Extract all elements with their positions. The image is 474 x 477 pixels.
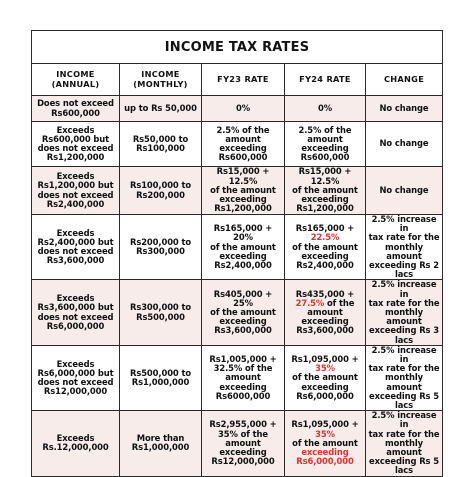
cell-fy23-line: of the amount bbox=[210, 241, 276, 252]
cell-change bbox=[366, 280, 443, 345]
rate-change-highlight: 27.5% bbox=[295, 297, 325, 308]
cell-monthly bbox=[120, 411, 202, 476]
cell-fy23-line: 35% of the amount bbox=[218, 428, 268, 448]
cell-fy24-text: of the amount bbox=[292, 372, 358, 383]
cell-fy24-text: 0% bbox=[317, 102, 333, 113]
cell-fy23-line: Rs165,000 + 20% bbox=[213, 223, 273, 243]
cell-fy23 bbox=[202, 280, 285, 345]
header-annual-line-2: (ANNUAL) bbox=[51, 78, 100, 89]
table-row bbox=[32, 345, 443, 410]
cell-monthly-line: Rs200,000 bbox=[136, 189, 185, 200]
cell-fy24 bbox=[285, 122, 366, 167]
cell-fy23-line: exceeding bbox=[219, 447, 267, 458]
cell-annual bbox=[32, 280, 120, 345]
cell-annual bbox=[32, 215, 120, 280]
cell-monthly bbox=[120, 167, 202, 215]
cell-monthly-line: Rs100,000 to bbox=[129, 180, 192, 191]
cell-fy23-line: Rs1,200,000 bbox=[214, 203, 272, 214]
cell-annual-line: Does not exceed bbox=[37, 98, 114, 109]
cell-annual-line: Exceeds bbox=[56, 293, 95, 304]
table-row bbox=[32, 280, 443, 345]
cell-change-line: No change bbox=[379, 138, 429, 149]
cell-fy24 bbox=[285, 411, 366, 476]
cell-change-line: 2.5% increase in bbox=[371, 214, 437, 234]
cell-fy24-text: Rs435,000 + bbox=[295, 288, 355, 299]
cell-change-line: exceeding Rs 2 lacs bbox=[369, 260, 439, 280]
cell-change-line: tax rate for the bbox=[368, 363, 440, 374]
header-row bbox=[32, 64, 443, 96]
cell-annual-line: Rs3,600,000 bbox=[46, 255, 105, 266]
cell-annual-line: Rs1,200,000 but bbox=[37, 180, 114, 191]
cell-fy24 bbox=[285, 215, 366, 280]
cell-change bbox=[366, 215, 443, 280]
cell-fy24-text: of the amount bbox=[292, 184, 358, 195]
cell-change-line: tax rate for the bbox=[368, 297, 440, 308]
cell-fy23-line: Rs12,000,000 bbox=[211, 456, 275, 467]
cell-annual-line: Rs1,200,000 bbox=[46, 152, 105, 163]
cell-annual-line: Rs600,000 bbox=[51, 107, 100, 118]
cell-annual-line: Exceeds bbox=[56, 358, 95, 369]
cell-monthly bbox=[120, 280, 202, 345]
cell-fy24-text: of the amount bbox=[307, 297, 355, 318]
table-row bbox=[32, 167, 443, 215]
cell-fy23-line: of the amount bbox=[210, 184, 276, 195]
header-income-annual bbox=[32, 64, 120, 96]
income-tax-rates-table bbox=[31, 30, 443, 477]
cell-annual bbox=[32, 345, 120, 410]
cell-fy23 bbox=[202, 167, 285, 215]
cell-monthly-line: Rs100,000 bbox=[136, 143, 185, 153]
cell-fy23-line: amount exceeding bbox=[219, 133, 267, 153]
rate-change-highlight: exceeding bbox=[301, 447, 349, 458]
header-fy24-rate: FY24 RATE bbox=[285, 64, 366, 96]
cell-monthly-line: More than bbox=[136, 433, 185, 444]
cell-change-line: monthly amount bbox=[385, 372, 424, 392]
cell-annual-line: does not exceed bbox=[37, 311, 114, 322]
cell-fy23-line: 32.5% of the bbox=[213, 363, 273, 374]
header-monthly-line-2: (MONTHLY) bbox=[133, 78, 188, 89]
cell-fy23-line: Rs3,600,000 bbox=[214, 325, 272, 336]
cell-fy24 bbox=[285, 96, 366, 122]
table-body bbox=[32, 96, 443, 477]
cell-change bbox=[366, 96, 443, 122]
cell-fy24-text: amount exceeding bbox=[301, 133, 349, 153]
header-income-monthly bbox=[120, 64, 202, 96]
cell-change-line: monthly amount bbox=[385, 437, 424, 458]
table-row bbox=[32, 96, 443, 122]
cell-fy23-line: Rs6000,000 bbox=[215, 390, 271, 401]
cell-fy23-line: Rs2,400,000 bbox=[214, 260, 272, 271]
cell-monthly-line: Rs300,000 to bbox=[129, 302, 192, 313]
cell-fy24-text: Rs165,000 + bbox=[295, 223, 355, 234]
rate-change-highlight: Rs6,000,000 bbox=[296, 456, 354, 467]
table-row bbox=[32, 215, 443, 280]
header-monthly-line-1: INCOME bbox=[141, 68, 180, 79]
cell-fy24-text: of the amount bbox=[292, 437, 358, 448]
cell-fy23 bbox=[202, 411, 285, 476]
cell-fy24-text: Rs3,600,000 bbox=[296, 325, 354, 336]
table-row bbox=[32, 411, 443, 476]
cell-annual-line: Rs6,000,000 bbox=[46, 320, 105, 331]
cell-change bbox=[366, 122, 443, 167]
rate-change-highlight: 35% bbox=[315, 428, 335, 439]
cell-annual-line: Rs600,000 but bbox=[41, 133, 110, 144]
cell-annual-line: does not exceed bbox=[37, 377, 114, 388]
cell-fy24 bbox=[285, 280, 366, 345]
cell-annual bbox=[32, 411, 120, 476]
cell-change-line: exceeding Rs 5 lacs bbox=[369, 390, 439, 411]
rate-change-highlight: 22.5% bbox=[310, 232, 340, 243]
cell-fy23-line: amount exceeding bbox=[219, 372, 267, 392]
cell-fy23-line: Rs1,005,000 + bbox=[209, 354, 277, 365]
cell-change-line: exceeding Rs 3 lacs bbox=[369, 325, 439, 345]
cell-monthly-line: Rs1,000,000 bbox=[131, 442, 190, 453]
cell-fy23 bbox=[202, 96, 285, 122]
cell-fy23 bbox=[202, 345, 285, 410]
cell-fy23-line: of the amount bbox=[210, 307, 276, 318]
cell-annual-line: does not exceed bbox=[37, 189, 114, 200]
cell-monthly bbox=[120, 122, 202, 167]
cell-fy24-text: Rs2,400,000 bbox=[296, 260, 354, 271]
cell-monthly-line: Rs300,000 bbox=[136, 246, 185, 257]
cell-fy24-text: Rs6,000,000 bbox=[296, 390, 354, 401]
cell-fy24-text: Rs1,200,000 bbox=[296, 203, 354, 214]
header-change: CHANGE bbox=[366, 64, 443, 96]
cell-annual-line: Rs6,000,000 but bbox=[37, 367, 114, 378]
cell-change-line: tax rate for the bbox=[368, 428, 440, 439]
cell-fy23-line: Rs600,000 bbox=[218, 152, 268, 163]
cell-change bbox=[366, 167, 443, 215]
table-title: INCOME TAX RATES bbox=[32, 31, 443, 64]
cell-annual-line: Exceeds bbox=[56, 227, 95, 238]
cell-fy23-line: 0% bbox=[235, 102, 251, 113]
header-fy23-rate: FY23 RATE bbox=[202, 64, 285, 96]
cell-monthly bbox=[120, 96, 202, 122]
cell-monthly-line: Rs500,000 to bbox=[129, 367, 192, 378]
rate-change-highlight: 35% bbox=[315, 363, 335, 374]
cell-annual bbox=[32, 122, 120, 167]
cell-monthly-line: Rs1,000,000 bbox=[131, 377, 190, 388]
cell-fy23-line: Rs15,000 + 12.5% bbox=[216, 166, 270, 186]
cell-fy24-text: Rs1,095,000 + bbox=[291, 419, 359, 430]
cell-fy24-text: Rs15,000 + 12.5% bbox=[298, 166, 352, 186]
cell-change-line: No change bbox=[379, 102, 429, 113]
cell-fy23-line: exceeding bbox=[219, 316, 267, 327]
cell-fy24-text: exceeding bbox=[301, 316, 349, 327]
cell-change-line: monthly amount bbox=[385, 307, 424, 327]
cell-annual-line: Rs3,600,000 but bbox=[37, 302, 114, 313]
cell-fy24-text: exceeding bbox=[301, 194, 349, 205]
cell-fy24 bbox=[285, 345, 366, 410]
cell-fy23-line: 2.5% of the bbox=[216, 124, 270, 135]
cell-annual-line: Exceeds bbox=[56, 124, 95, 135]
cell-change-line: 2.5% increase in bbox=[371, 344, 437, 365]
cell-annual-line: does not exceed bbox=[37, 246, 114, 257]
cell-fy24-text: Rs1,095,000 + bbox=[291, 354, 359, 365]
cell-annual-line: Rs2,400,000 bbox=[46, 198, 105, 209]
cell-fy24-text: exceeding bbox=[301, 250, 349, 261]
cell-fy24-text: of the amount bbox=[292, 241, 358, 252]
cell-annual-line: Rs.12,000,000 bbox=[42, 442, 109, 453]
cell-monthly-line: Rs200,000 to bbox=[129, 237, 192, 247]
cell-annual bbox=[32, 167, 120, 215]
cell-monthly bbox=[120, 345, 202, 410]
cell-monthly-line: up to Rs 50,000 bbox=[124, 102, 197, 113]
cell-change-line: exceeding Rs 5 lacs bbox=[369, 456, 439, 476]
cell-annual bbox=[32, 96, 120, 122]
cell-fy23 bbox=[202, 215, 285, 280]
cell-change-line: No change bbox=[379, 184, 429, 195]
cell-monthly-line: Rs50,000 to bbox=[132, 133, 189, 144]
cell-annual-line: Exceeds bbox=[56, 171, 95, 182]
cell-change-line: 2.5% increase in bbox=[371, 410, 437, 430]
cell-annual-line: does not exceed bbox=[37, 143, 114, 153]
header-annual-line-1: INCOME bbox=[56, 68, 95, 79]
cell-change bbox=[366, 345, 443, 410]
cell-monthly-line: Rs500,000 bbox=[136, 311, 185, 322]
cell-annual-line: Rs2,400,000 but bbox=[37, 237, 114, 247]
cell-fy24-text: 2.5% of the bbox=[298, 124, 352, 135]
cell-change bbox=[366, 411, 443, 476]
cell-change-line: monthly amount bbox=[385, 241, 424, 261]
cell-annual-line: Exceeds bbox=[56, 433, 95, 444]
cell-fy23-line: Rs405,000 + 25% bbox=[213, 288, 273, 308]
cell-fy24-text: exceeding bbox=[301, 381, 349, 392]
cell-annual-line: Rs12,000,000 bbox=[43, 386, 108, 397]
cell-change-line: 2.5% increase in bbox=[371, 279, 437, 299]
cell-monthly bbox=[120, 215, 202, 280]
cell-change-line: tax rate for the bbox=[368, 232, 440, 243]
cell-fy23-line: exceeding bbox=[219, 250, 267, 261]
table-row bbox=[32, 122, 443, 167]
cell-fy23 bbox=[202, 122, 285, 167]
cell-fy23-line: exceeding bbox=[219, 194, 267, 205]
cell-fy24-text: Rs600,000 bbox=[300, 152, 350, 163]
cell-fy23-line: Rs2,955,000 + bbox=[209, 419, 277, 430]
cell-fy24 bbox=[285, 167, 366, 215]
